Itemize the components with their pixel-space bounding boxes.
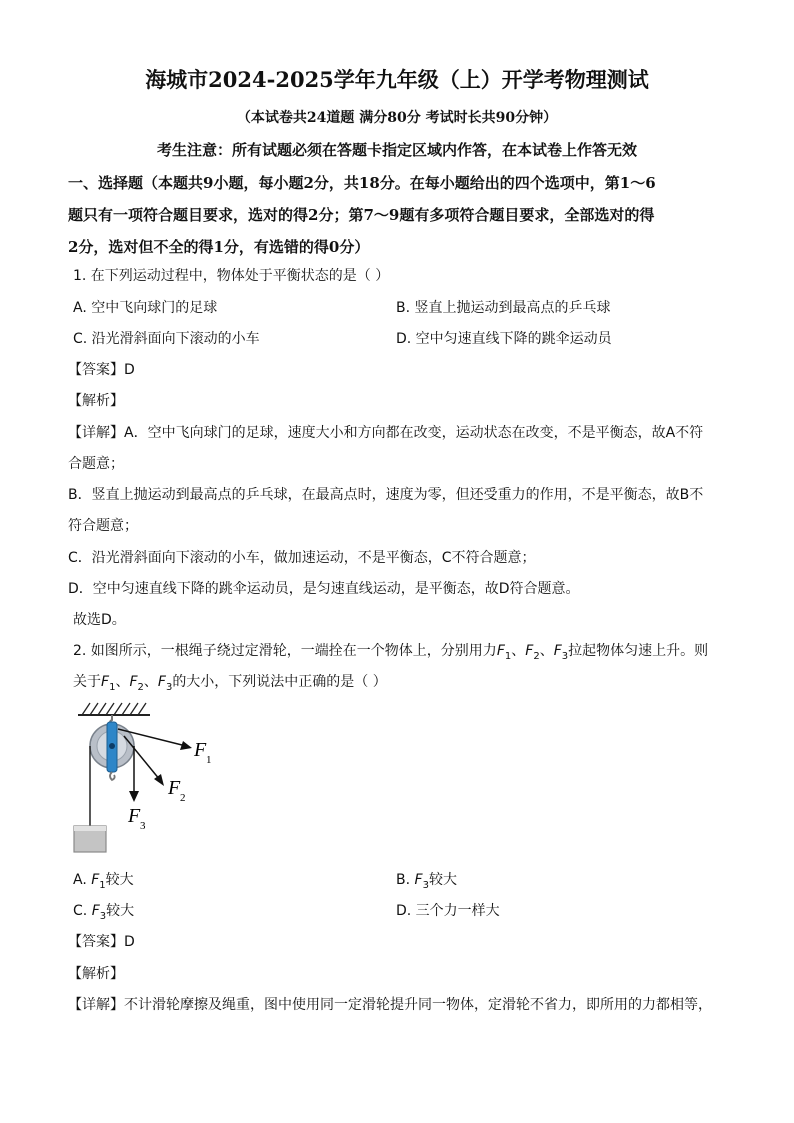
force-symbol: F (496, 643, 505, 659)
detail-tag: 【详解】 (68, 997, 124, 1013)
q1-detail-line-6: D．空中匀速直线下降的跳伞运动员，是匀速直线运动，是平衡态，故D符合题意。 (68, 581, 580, 597)
q2-answer (68, 931, 135, 951)
q1-conclusion: 故选D。 (73, 612, 126, 628)
stem-text: 拉起物体匀速上升。则 (568, 643, 709, 659)
label-f1: F (194, 739, 207, 761)
force-f1-arrowhead (180, 741, 192, 750)
section-heading-line-3: 2分，选对但不全的得1分，有选错的得0分） (68, 238, 370, 256)
ceiling-hatch (82, 703, 146, 715)
q1-detail-line-1 (68, 422, 703, 442)
option-letter: B. (396, 872, 415, 888)
force-symbol: F (91, 872, 100, 888)
detail-text: 不计滑轮摩擦及绳重，图中使用同一定滑轮提升同一物体，定滑轮不省力，即所用的力都相等， (124, 997, 712, 1013)
question-2-stem-line-2 (73, 671, 387, 693)
label-f3: F (128, 805, 141, 827)
q2-option-c (73, 900, 134, 922)
exam-notice: 考生注意：所有试题必须在答题卡指定区域内作答，在本试卷上作答无效 (156, 141, 637, 159)
subscript: 3 (561, 650, 569, 662)
question-1-stem: 1. 在下列运动过程中，物体处于平衡状态的是（ ） (73, 268, 390, 284)
question-2-stem-line-1 (73, 640, 708, 662)
q2-option-d: D. 三个力一样大 (396, 903, 500, 919)
stem-text: 2. 如图所示，一根绳子绕过定滑轮，一端拴在一个物体上，分别用力 (73, 643, 497, 659)
separator: 、 (115, 674, 130, 690)
pulley-figure (68, 698, 228, 860)
q1-option-c: C. 沿光滑斜面向下滚动的小车 (73, 331, 260, 347)
q2-option-a (73, 869, 134, 891)
label-f3-sub: 3 (140, 820, 146, 832)
option-letter: A. (73, 872, 92, 888)
q1-detail-line-5: C．沿光滑斜面向下滚动的小车，做加速运动，不是平衡态，C不符合题意； (68, 550, 536, 566)
subscript: 1 (504, 650, 512, 662)
separator: 、 (511, 643, 526, 659)
separator: 、 (539, 643, 554, 659)
force-symbol: F (129, 674, 138, 690)
pulley-axle (109, 743, 115, 749)
q1-option-a: A. 空中飞向球门的足球 (73, 300, 218, 316)
subscript: 1 (99, 879, 106, 891)
q2-detail-line-1 (68, 994, 712, 1014)
option-letter: C. (73, 903, 92, 919)
force-f2-arrowhead (154, 774, 164, 786)
q2-analysis-tag: 【解析】 (68, 966, 124, 982)
q1-option-b: B. 竖直上抛运动到最高点的乒乓球 (396, 300, 611, 316)
section-heading-line-1: 一、选择题（本题共9小题，每小题2分，共18分。在每小题给出的四个选项中，第1～6 (68, 174, 656, 192)
subscript: 2 (533, 650, 540, 662)
force-f3-arrowhead (129, 791, 139, 802)
stem-text: 关于 (73, 674, 101, 690)
label-f2: F (168, 777, 181, 799)
q1-analysis-tag: 【解析】 (68, 393, 124, 409)
exam-info: （本试卷共24道题 满分80分 考试时长共90分钟） (236, 110, 558, 126)
q1-option-d: D. 空中匀速直线下降的跳伞运动员 (396, 331, 612, 347)
pulley-diagram (68, 698, 228, 860)
section-heading-line-2: 题只有一项符合题目要求，选对的得2分；第7～9题有多项符合题目要求，全部选对的得 (68, 206, 655, 224)
force-symbol: F (91, 903, 100, 919)
option-text: 较大 (106, 903, 135, 919)
page-title: 海城市2024-2025学年九年级（上）开学考物理测试 (145, 67, 649, 92)
subscript: 3 (422, 879, 429, 891)
q2-option-b (396, 869, 457, 891)
separator: 、 (143, 674, 158, 690)
force-symbol: F (157, 674, 166, 690)
detail-text: A．空中飞向球门的足球，速度大小和方向都在改变，运动状态在改变，不是平衡态，故A不符 (124, 425, 704, 441)
force-symbol: F (414, 872, 423, 888)
force-symbol: F (553, 643, 562, 659)
answer-value: D (124, 362, 135, 378)
q1-answer (68, 359, 135, 379)
weight-highlight (74, 826, 106, 831)
bottom-hook (110, 772, 115, 780)
subscript: 3 (165, 681, 173, 693)
q1-detail-line-2: 合题意； (68, 456, 124, 472)
detail-tag: 【详解】 (68, 425, 124, 441)
answer-value: D (124, 934, 135, 950)
q1-detail-line-4: 符合题意； (68, 518, 138, 534)
answer-tag: 【答案】 (68, 934, 124, 950)
subscript: 3 (99, 910, 107, 922)
option-text: 较大 (428, 872, 457, 888)
option-text: 较大 (105, 872, 134, 888)
subscript: 2 (137, 681, 144, 693)
subscript: 1 (109, 681, 116, 693)
force-symbol: F (101, 674, 110, 690)
label-f2-sub: 2 (180, 792, 186, 804)
q1-detail-line-3: B．竖直上抛运动到最高点的乒乓球，在最高点时，速度为零，但还受重力的作用，不是平衡态，故B不 (68, 487, 704, 503)
answer-tag: 【答案】 (68, 362, 124, 378)
force-symbol: F (525, 643, 534, 659)
label-f1-sub: 1 (206, 754, 212, 766)
stem-text: 的大小，下列说法中正确的是（ ） (172, 674, 387, 690)
